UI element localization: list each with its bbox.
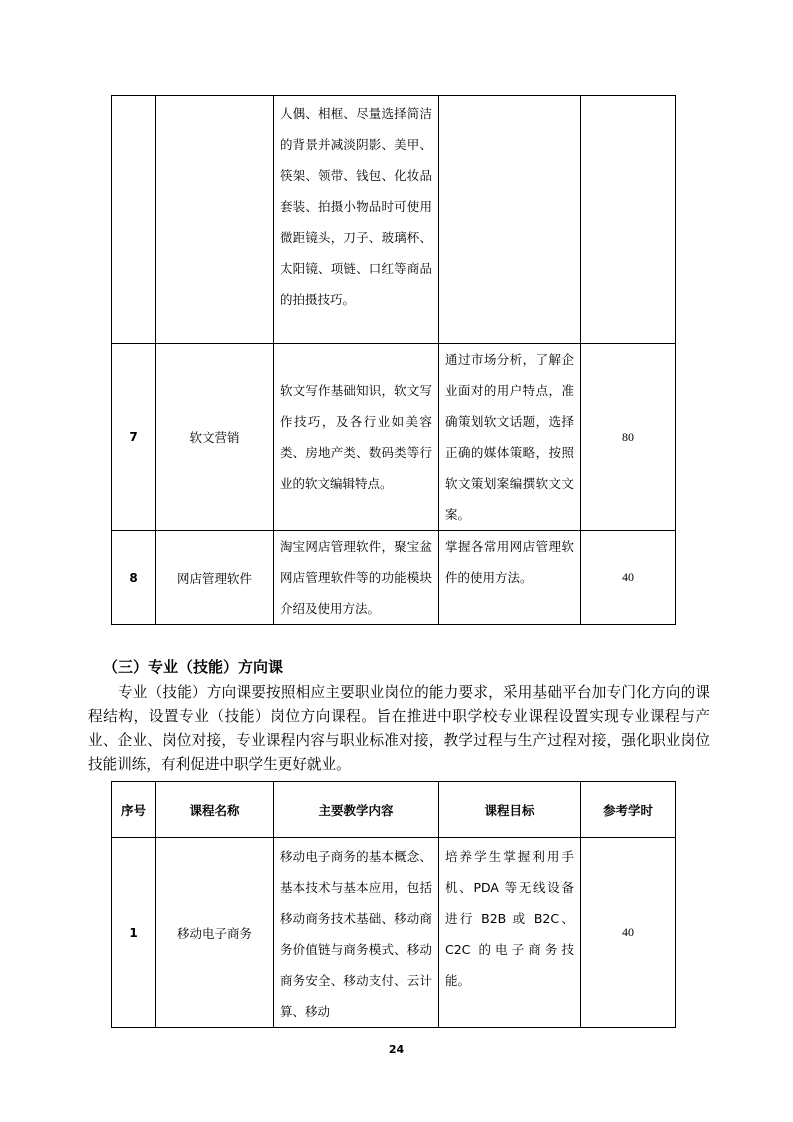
table-row bbox=[112, 96, 676, 344]
header-content: 主要教学内容 bbox=[274, 782, 439, 838]
table-row bbox=[112, 531, 676, 625]
course-hours bbox=[581, 96, 676, 344]
row-number bbox=[112, 96, 156, 344]
course-content: 人偶、相框、尽量选择简洁的背景并减淡阴影、美甲、筷架、领带、钱包、化妆品套装、拍摄小物品时可使用微距镜头，刀子、玻璃杯、太阳镜、项链、口红等商品的拍摄技巧。 bbox=[274, 96, 439, 344]
header-goal: 课程目标 bbox=[439, 782, 581, 838]
course-goal: 掌握各常用网店管理软件的使用方法。 bbox=[439, 531, 581, 625]
course-goal: 通过市场分析，了解企业面对的用户特点，准确策划软文话题，选择正确的媒体策略，按照软文策划案编撰软文文案。 bbox=[439, 344, 581, 531]
section-heading: （三）专业（技能）方向课 bbox=[103, 658, 284, 676]
table-row bbox=[112, 838, 676, 1028]
header-course-name: 课程名称 bbox=[156, 782, 274, 838]
course-hours: 40 bbox=[581, 838, 676, 1028]
table-header-row bbox=[112, 782, 676, 838]
section-paragraph: 专业（技能）方向课要按照相应主要职业岗位的能力要求，采用基础平台加专门化方向的课程结构，设置专业（技能）岗位方向课程。旨在推进中职学校专业课程设置实现专业课程与产业、企业、岗位对接，专业课程内容与职业标准对接，教学过程与生产过程对接，强化职业岗位技能训练，有利促进中职学生更好就业。 bbox=[88, 684, 710, 773]
course-content: 淘宝网店管理软件，聚宝盆网店管理软件等的功能模块介绍及使用方法。 bbox=[274, 531, 439, 625]
header-no: 序号 bbox=[112, 782, 156, 838]
table-row bbox=[112, 344, 676, 531]
course-name: 软文营销 bbox=[156, 344, 274, 531]
course-hours: 40 bbox=[581, 531, 676, 625]
course-name: 移动电子商务 bbox=[156, 838, 274, 1028]
page-number: 24 bbox=[388, 1043, 405, 1056]
direction-course-table bbox=[111, 781, 676, 1028]
course-goal bbox=[439, 96, 581, 344]
course-table-continued bbox=[111, 95, 676, 625]
course-content: 软文写作基础知识，软文写作技巧，及各行业如美容类、房地产类、数码类等行业的软文编辑特点。 bbox=[274, 344, 439, 531]
row-number: 7 bbox=[112, 344, 156, 531]
row-number: 1 bbox=[112, 838, 156, 1028]
course-name: 网店管理软件 bbox=[156, 531, 274, 625]
course-content: 移动电子商务的基本概念、基本技术与基本应用，包括移动商务技术基础、移动商务价值链与商务模式、移动商务安全、移动支付、云计算、移动 bbox=[274, 838, 439, 1028]
course-goal: 培养学生掌握利用手机、PDA 等无线设备进行 B2B 或 B2C、C2C 的电子商务技能。 bbox=[439, 838, 581, 1028]
course-name bbox=[156, 96, 274, 344]
header-hours: 参考学时 bbox=[581, 782, 676, 838]
course-hours: 80 bbox=[581, 344, 676, 531]
row-number: 8 bbox=[112, 531, 156, 625]
